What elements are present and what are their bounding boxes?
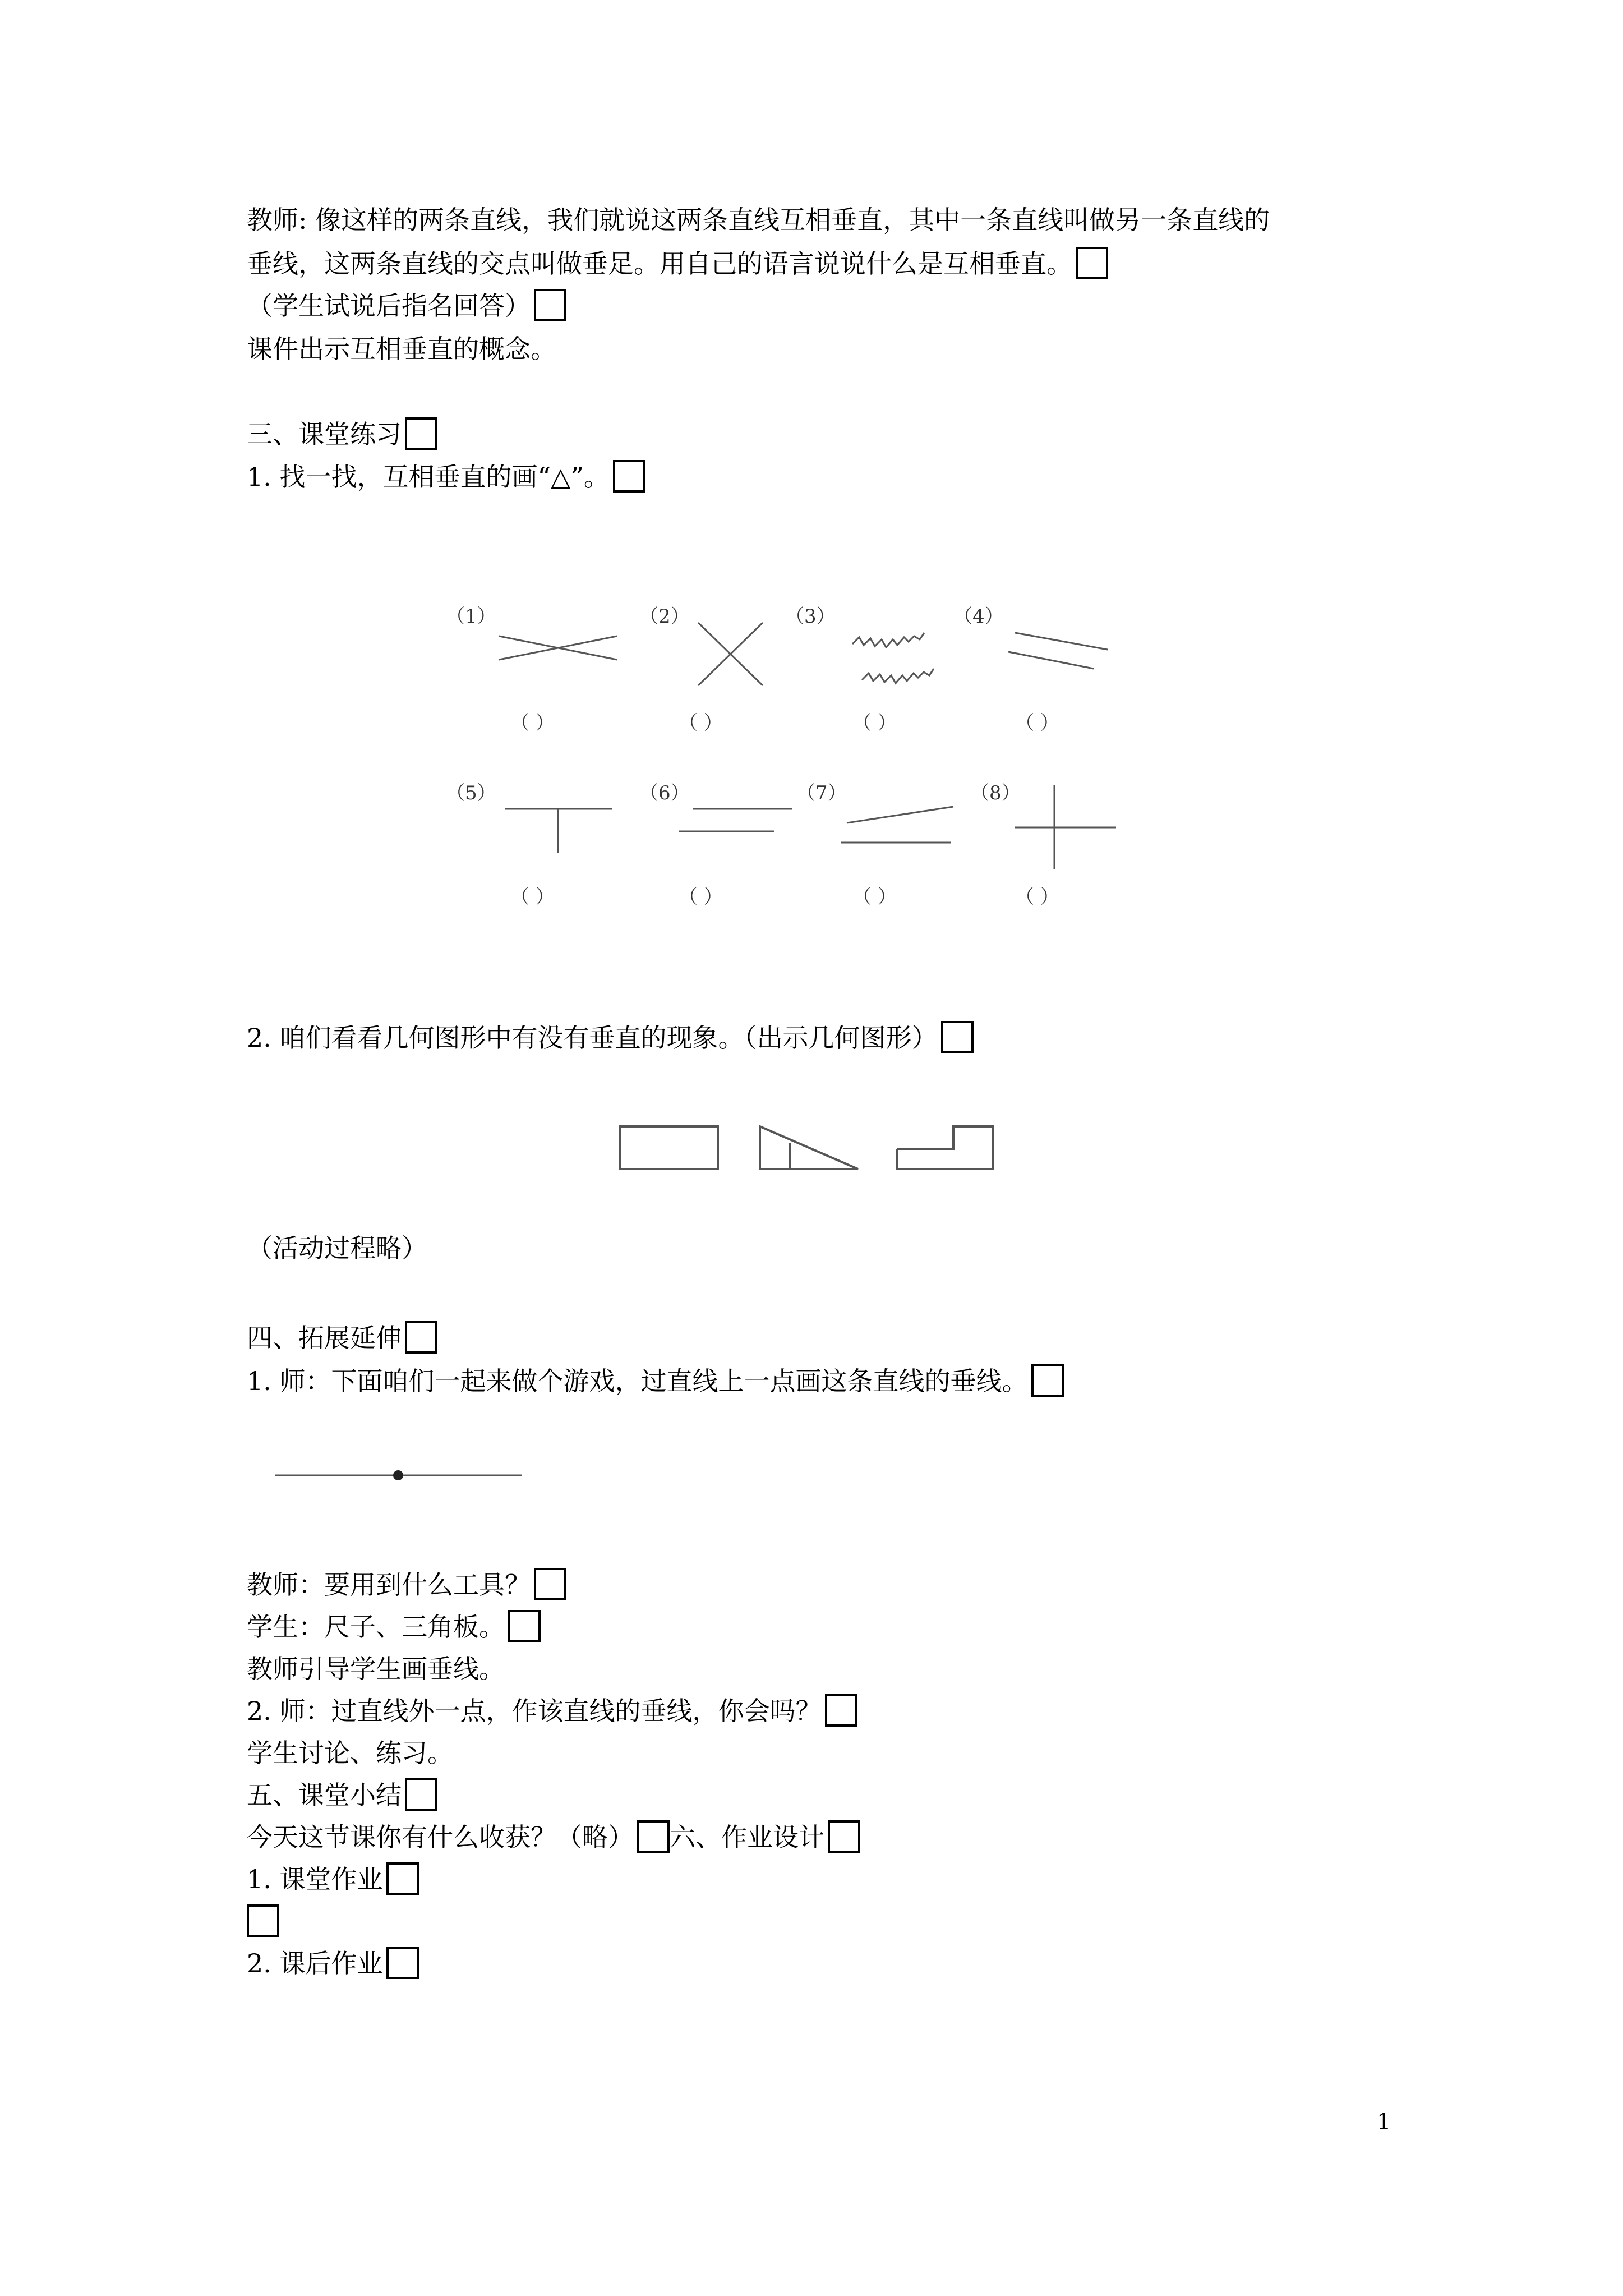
- extension-1-prompt: 1. 师：下面咱们一起来做个游戏，过直线上一点画这条直线的垂线。: [247, 1364, 1064, 1398]
- answer-blank[interactable]: （ ）: [852, 886, 897, 908]
- checkbox[interactable]: [637, 1820, 670, 1853]
- page-number: 1: [1377, 2109, 1391, 2135]
- answer-blank[interactable]: （ ）: [679, 712, 723, 734]
- student-answer-note: （学生试说后指名回答）: [247, 289, 566, 323]
- homework-1: 1. 课堂作业: [247, 1862, 419, 1896]
- figure-label: （2）: [639, 605, 690, 628]
- teacher-definition-line-1: 教师: 像这样的两条直线，我们就说这两条直线互相垂直，其中一条直线叫做另一条直线的: [247, 205, 1270, 235]
- checkbox[interactable]: [405, 1778, 437, 1811]
- checkbox[interactable]: [825, 1694, 857, 1727]
- figure-label: （5）: [446, 782, 496, 804]
- checkbox[interactable]: [534, 1568, 566, 1600]
- answer-blank[interactable]: （ ）: [679, 886, 723, 908]
- student-reply: 学生：尺子、三角板。: [247, 1610, 541, 1644]
- student-discussion: 学生讨论、练习。: [247, 1738, 453, 1768]
- answer-blank[interactable]: （ ）: [510, 712, 555, 734]
- checkbox[interactable]: [247, 1904, 279, 1937]
- summary-and-section-6: 今天这节课你有什么收获？（略） 六、作业设计: [247, 1820, 860, 1854]
- figure-label: （3）: [785, 605, 836, 628]
- checkbox[interactable]: [405, 1321, 437, 1354]
- geometry-shapes-figure: [611, 1116, 1004, 1180]
- figure-label: （6）: [639, 782, 690, 804]
- section-6-heading: 六、作业设计: [670, 1822, 824, 1852]
- section-4-heading: 四、拓展延伸: [247, 1321, 437, 1355]
- extension-2-prompt: 2. 师：过直线外一点，作该直线的垂线，你会吗？: [247, 1694, 857, 1728]
- answer-blank[interactable]: （ ）: [852, 712, 897, 734]
- checkbox[interactable]: [534, 289, 566, 321]
- checkbox[interactable]: [613, 460, 645, 493]
- figure-label: （1）: [446, 605, 496, 628]
- section-3-heading: 三、课堂练习: [247, 417, 437, 451]
- teacher-question: 教师：要用到什么工具？: [247, 1568, 566, 1602]
- checkbox[interactable]: [386, 1862, 419, 1895]
- checkbox[interactable]: [941, 1021, 974, 1053]
- checkbox[interactable]: [405, 417, 437, 450]
- checkbox[interactable]: [1031, 1364, 1064, 1397]
- answer-blank[interactable]: （ ）: [1015, 886, 1059, 908]
- teacher-definition-line-2: 垂线，这两条直线的交点叫做垂足。用自己的语言说说什么是互相垂直。: [247, 247, 1108, 280]
- answer-blank[interactable]: （ ）: [1015, 712, 1059, 734]
- line-pairs-figure: [437, 589, 1144, 928]
- checkbox[interactable]: [386, 1947, 419, 1979]
- checkbox[interactable]: [508, 1610, 541, 1642]
- checkbox[interactable]: [1076, 247, 1108, 279]
- teacher-guide: 教师引导学生画垂线。: [247, 1654, 505, 1684]
- courseware-note: 课件出示互相垂直的概念。: [247, 334, 556, 364]
- activity-note: （活动过程略）: [247, 1233, 427, 1263]
- checkbox[interactable]: [828, 1820, 860, 1853]
- line-with-point-figure: [269, 1464, 527, 1489]
- exercise-2-prompt: 2. 咱们看看几何图形中有没有垂直的现象。（出示几何图形）: [247, 1021, 974, 1055]
- homework-2: 2. 课后作业: [247, 1947, 419, 1980]
- section-5-heading: 五、课堂小结: [247, 1778, 437, 1812]
- figure-label: （8）: [970, 782, 1021, 804]
- answer-blank[interactable]: （ ）: [510, 886, 555, 908]
- figure-label: （7）: [796, 782, 847, 804]
- empty-checkbox-line: [247, 1904, 279, 1938]
- exercise-1-prompt: 1. 找一找，互相垂直的画“△”。: [247, 460, 645, 494]
- figure-label: （4）: [953, 605, 1004, 628]
